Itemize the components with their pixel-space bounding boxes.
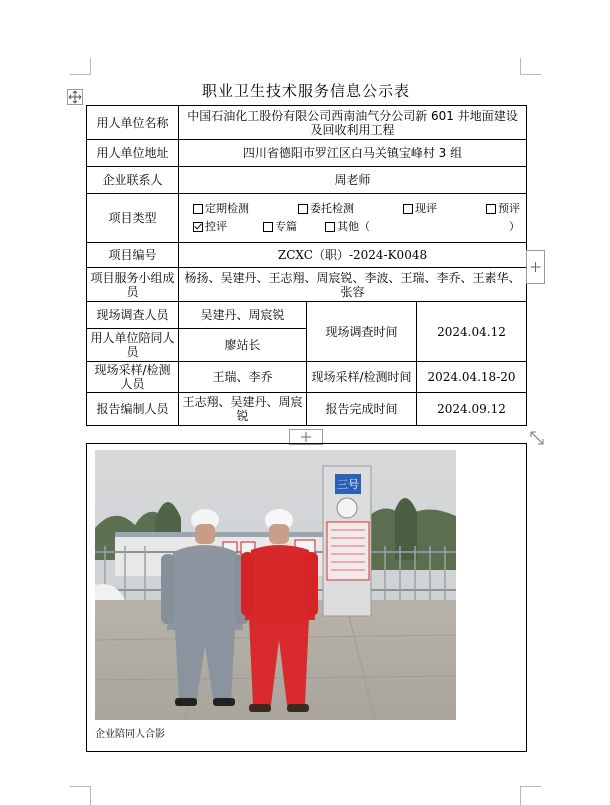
checkbox-icon [298, 204, 308, 214]
survey-staff-value: 吴建丹、周宸锐 [179, 302, 307, 329]
project-number-label: 项目编号 [87, 243, 179, 268]
checkbox-status-eval[interactable]: 现评 [403, 202, 437, 216]
checkbox-commissioned-test[interactable]: 委托检测 [298, 202, 354, 216]
contact-value: 周老师 [179, 167, 527, 194]
project-type-options [179, 194, 527, 243]
report-time-value: 2024.09.12 [417, 393, 527, 426]
checkbox-special-chapter[interactable]: 专篇 [263, 220, 297, 234]
checkbox-icon [403, 204, 413, 214]
table-row [87, 393, 527, 426]
survey-staff-label: 现场调查人员 [87, 302, 179, 329]
checkbox-regular-test[interactable]: 定期检测 [193, 202, 249, 216]
survey-time-label: 现场调查时间 [307, 302, 417, 362]
checkbox-icon [486, 204, 496, 214]
checkbox-pre-eval[interactable]: 预评 [486, 202, 520, 216]
checkbox-icon [325, 222, 335, 232]
sampling-time-value: 2024.04.18-20 [417, 362, 527, 393]
accompany-label: 用人单位陪同人员 [87, 329, 179, 362]
table-row [87, 194, 527, 243]
employer-address-value: 四川省德阳市罗江区白马关镇宝峰村 3 组 [179, 140, 527, 167]
group-photo [95, 450, 456, 720]
project-number-value: ZCXC（职）-2024-K0048 [179, 243, 527, 268]
table-row [87, 243, 527, 268]
team-label: 项目服务小组成员 [87, 268, 179, 302]
other-close-paren: ） [509, 220, 520, 233]
add-column-button[interactable] [526, 250, 545, 284]
report-staff-value: 王志翔、吴建丹、周宸锐 [179, 393, 307, 426]
employer-name-label: 用人单位名称 [87, 106, 179, 140]
checkbox-icon [193, 204, 203, 214]
employer-address-label: 用人单位地址 [87, 140, 179, 167]
survey-time-value: 2024.04.12 [417, 302, 527, 362]
table-move-icon[interactable] [67, 89, 83, 105]
info-table [86, 105, 527, 426]
accompany-value: 廖站长 [179, 329, 307, 362]
sampling-staff-value: 王瑞、李乔 [179, 362, 307, 393]
crop-mark-bottom-right [520, 786, 541, 805]
checkbox-other[interactable]: 其他（ [325, 220, 370, 234]
crop-mark-bottom-left [70, 786, 91, 805]
checkbox-control-eval[interactable]: 控评 [193, 220, 227, 234]
table-row [87, 268, 527, 302]
contact-label: 企业联系人 [87, 167, 179, 194]
report-staff-label: 报告编制人员 [87, 393, 179, 426]
table-row [87, 140, 527, 167]
sampling-staff-label: 现场采样/检测人员 [87, 362, 179, 393]
table-row [87, 362, 527, 393]
table-row [87, 106, 527, 140]
crop-mark-top-left [70, 58, 91, 75]
employer-name-value: 中国石油化工股份有限公司西南油气分公司新 601 井地面建设及回收利用工程 [179, 106, 527, 140]
checkbox-icon [263, 222, 273, 232]
table-resize-icon[interactable] [528, 430, 546, 446]
table-row [87, 302, 527, 329]
sign-number-text: 三号 [337, 478, 359, 491]
report-time-label: 报告完成时间 [307, 393, 417, 426]
team-value: 杨扬、吴建丹、王志翔、周宸锐、李波、王瑞、李乔、王素华、张容 [179, 268, 527, 302]
checkbox-checked-icon [193, 222, 203, 232]
photo-caption: 企业陪同人合影 [95, 729, 165, 740]
project-type-row-1 [179, 200, 526, 218]
project-type-row-2 [179, 218, 526, 236]
table-row [87, 167, 527, 194]
project-type-label: 项目类型 [87, 194, 179, 243]
photo-frame [86, 443, 527, 752]
page-title: 职业卫生技术服务信息公示表 [201, 82, 410, 100]
sampling-time-label: 现场采样/检测时间 [307, 362, 417, 393]
crop-mark-top-right [520, 58, 541, 75]
